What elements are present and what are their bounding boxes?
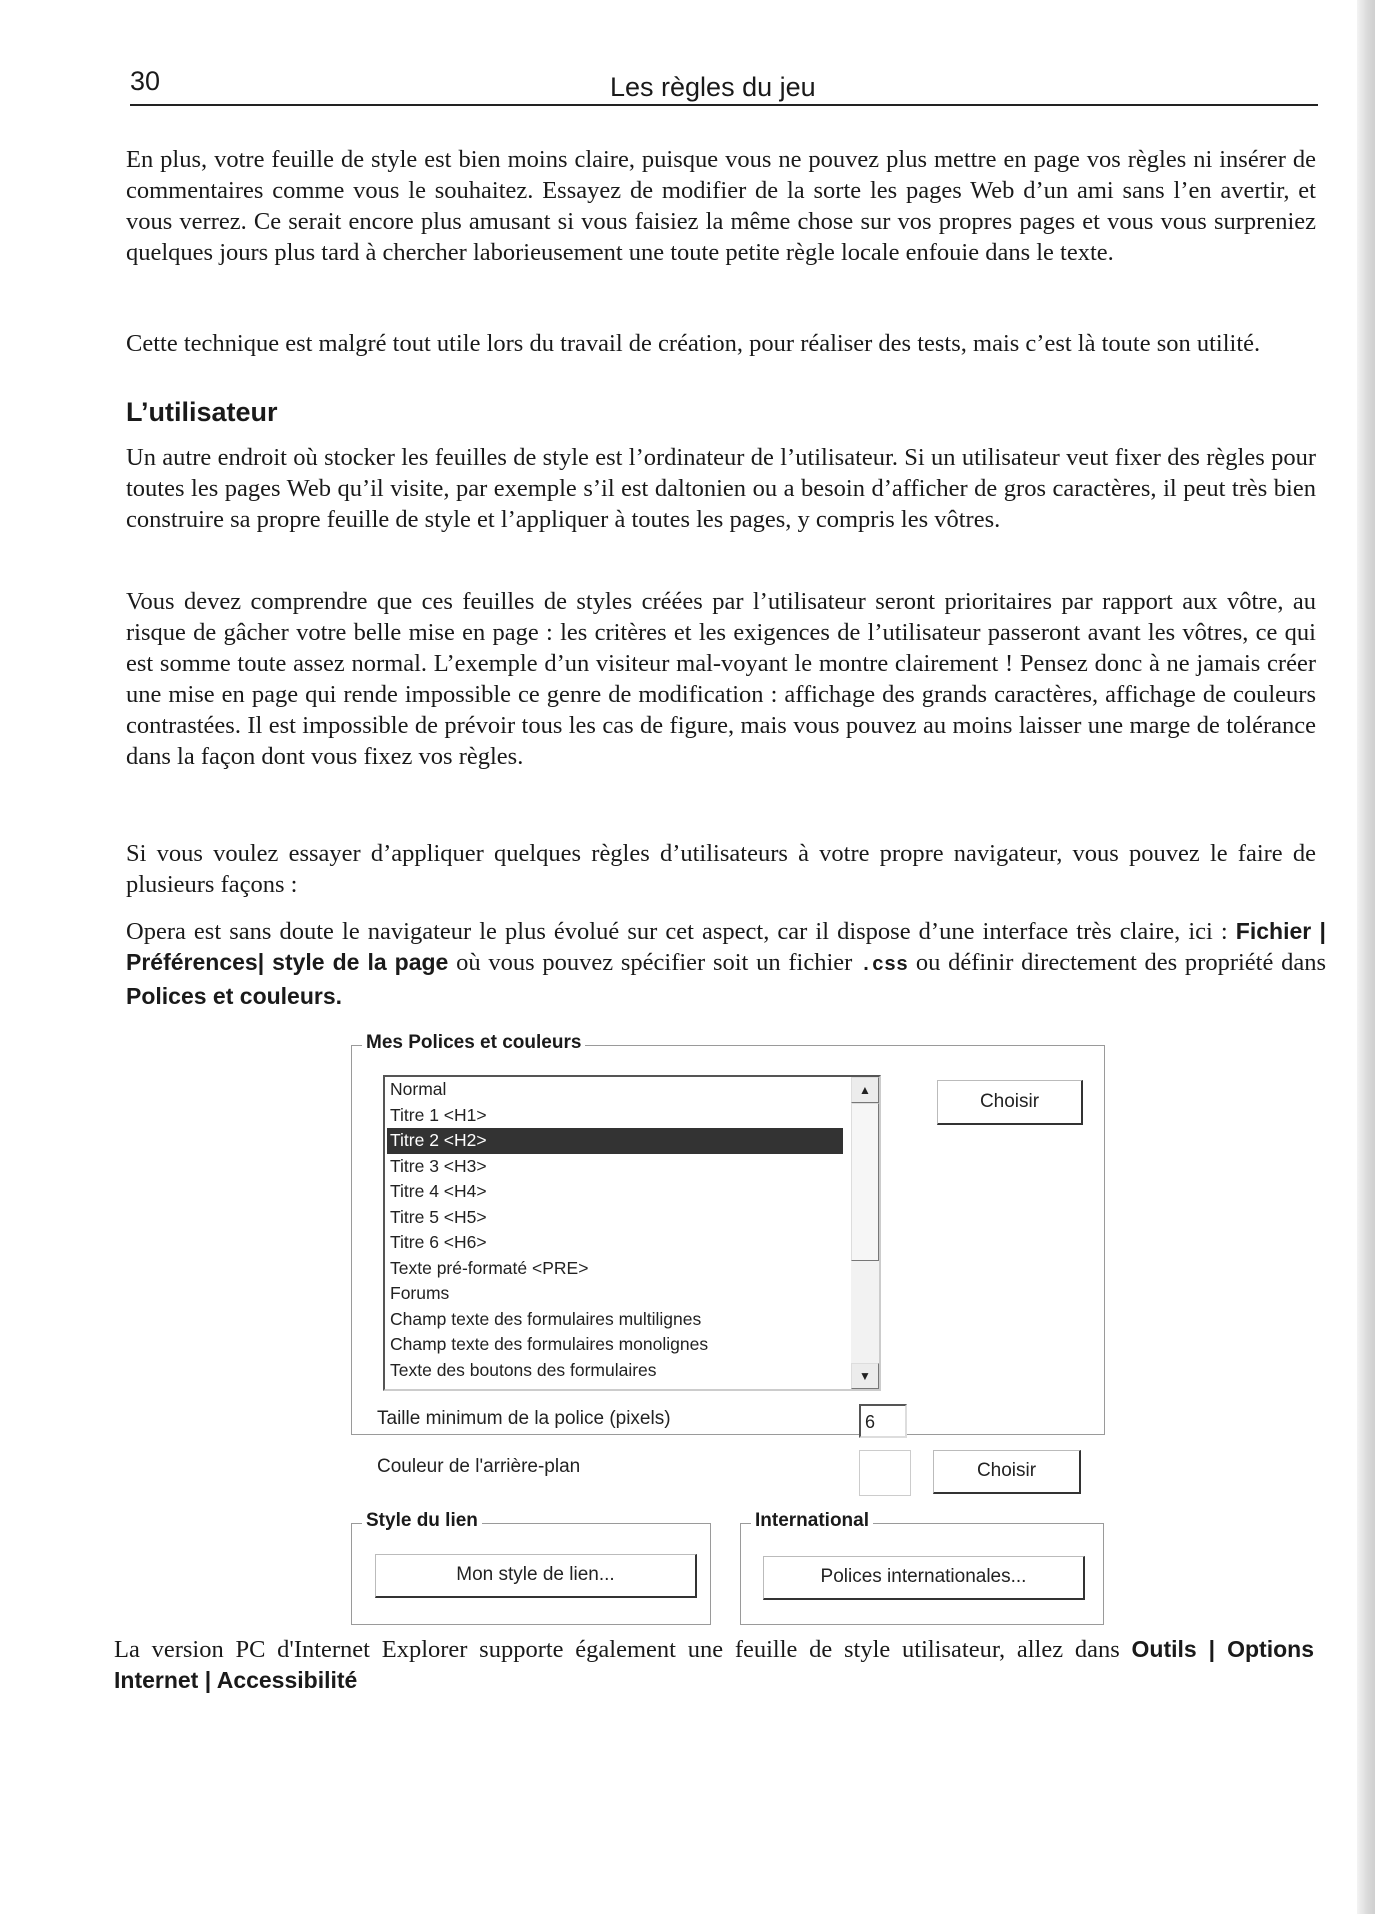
paragraph-3: Un autre endroit où stocker les feuilles de style est l’ordinateur de l’utilisateur. Si un utilisateur veut fixer des règles pour toutes les pages Web qu’il visite, par exemple s’il est daltonien ou a besoin d’afficher de gros caractères, il peut très bien construire sa propre feuille de style et l’appliquer à toutes les pages, y compris les vôtres. [126,444,1316,533]
scroll-down-icon[interactable]: ▼ [851,1363,879,1389]
opera-fonts-colors-dialog [345,1030,1105,1628]
css-file-extension: .css [860,954,909,977]
background-color-label: Couleur de l'arrière-plan [377,1456,581,1477]
page-number: 30 [130,66,161,96]
paragraph-7 [114,1634,1314,1696]
link-style-group-title: Style du lien [362,1510,482,1532]
menu-path-opera: Fichier | Préférences| style de la page [126,918,1326,975]
scroll-thumb[interactable] [851,1103,879,1261]
choose-font-button[interactable]: Choisir [937,1080,1083,1125]
section-heading: L’utilisateur [126,397,278,427]
list-item[interactable]: Texte pré-formaté <PRE> [390,1257,589,1278]
list-item[interactable]: Forums [390,1283,450,1303]
paragraph-6-text-b: où vous pouvez spécifier soit un fichier [448,949,861,976]
menu-path-ie: Outils | Options Internet | Accessibilité [114,1636,1314,1693]
paragraph-6-text-c: ou définir directement des propriété dans [908,949,1327,976]
list-item[interactable]: Titre 4 <H4> [390,1181,487,1201]
font-element-listbox[interactable] [383,1075,881,1391]
paragraph-6 [126,916,1326,1012]
international-fonts-button[interactable]: Polices internationales... [763,1556,1085,1600]
list-item[interactable]: Champ texte des formulaires multilignes [390,1308,702,1329]
min-font-size-input[interactable]: 6 [859,1404,907,1438]
list-item[interactable]: Titre 5 <H5> [390,1206,487,1227]
list-item[interactable]: Titre 1 <H1> [390,1104,487,1125]
paragraph-4: Vous devez comprendre que ces feuilles de styles créées par l’utilisateur seront prioritaires par rapport aux vôtre, au risque de gâcher votre belle mise en page : les critères et les exigences de l’utilisateur passeront avant les vôtres, ce qui est somme toute assez normal. L’exemple d’un visiteur mal-voyant le montre clairement ! Pensez donc à ne jamais créer une mise en page qui rende impossible ce genre de modification : affichage des grands caractères, affichage de couleurs contrastées. Il est impossible de prévoir tous les cas de figure, mais vous pouvez au moins laisser une marge de tolérance dans la façon dont vous fixez vos règles. [126,588,1316,770]
list-item[interactable]: Titre 6 <H6> [390,1232,487,1252]
international-group-title: International [751,1510,873,1532]
fonts-colors-group-title: Mes Polices et couleurs [362,1032,585,1054]
background-color-swatch [859,1450,911,1496]
my-link-style-button[interactable]: Mon style de lien... [375,1554,697,1598]
list-scrollbar[interactable] [851,1077,879,1389]
list-item[interactable]: Champ texte des formulaires monolignes [390,1334,709,1354]
scroll-up-icon[interactable]: ▲ [851,1077,879,1103]
font-element-list [387,1077,843,1383]
paragraph-2: Cette technique est malgré tout utile lors du travail de création, pour réaliser des tests, mais c’est là toute son utilité. [126,330,1261,357]
paragraph-1: En plus, votre feuille de style est bien moins claire, puisque vous ne pouvez plus mettre en page vos règles ni insérer de commentaires comme vous le souhaitez. Essayez de modifier de la sorte les pages Web d’un ami sans l’en avertir, et vous verrez. Ce serait encore plus amusant si vous faisiez la même chose sur vos propres pages et vous vous surpreniez quelques jours plus tard à chercher laborieusement une toute petite règle locale enfouie dans le texte. [126,146,1316,266]
paragraph-7-text: La version PC d'Internet Explorer supporte également une feuille de style utilisateur, allez dans [114,1636,1132,1663]
page-header [130,64,1318,106]
running-title: Les règles du jeu [610,72,816,102]
list-item[interactable]: Texte des boutons des formulaires [390,1359,657,1380]
min-font-size-label: Taille minimum de la police (pixels) [377,1408,671,1429]
fonts-colors-term: Polices et couleurs. [126,983,343,1009]
paragraph-6-text-a: Opera est sans doute le navigateur le plus évolué sur cet aspect, car il dispose d’une interface très claire, ici : [126,918,1236,945]
page-edge-shadow [1357,0,1375,1914]
choose-background-color-button[interactable]: Choisir [933,1450,1081,1494]
paragraph-5: Si vous voulez essayer d’appliquer quelques règles d’utilisateurs à votre propre navigateur, vous pouvez le faire de plusieurs façons : [126,840,1316,898]
list-item[interactable]: Titre 2 <H2> [387,1128,843,1154]
list-item[interactable]: Titre 3 <H3> [390,1155,487,1176]
list-item[interactable]: Normal [390,1079,447,1099]
